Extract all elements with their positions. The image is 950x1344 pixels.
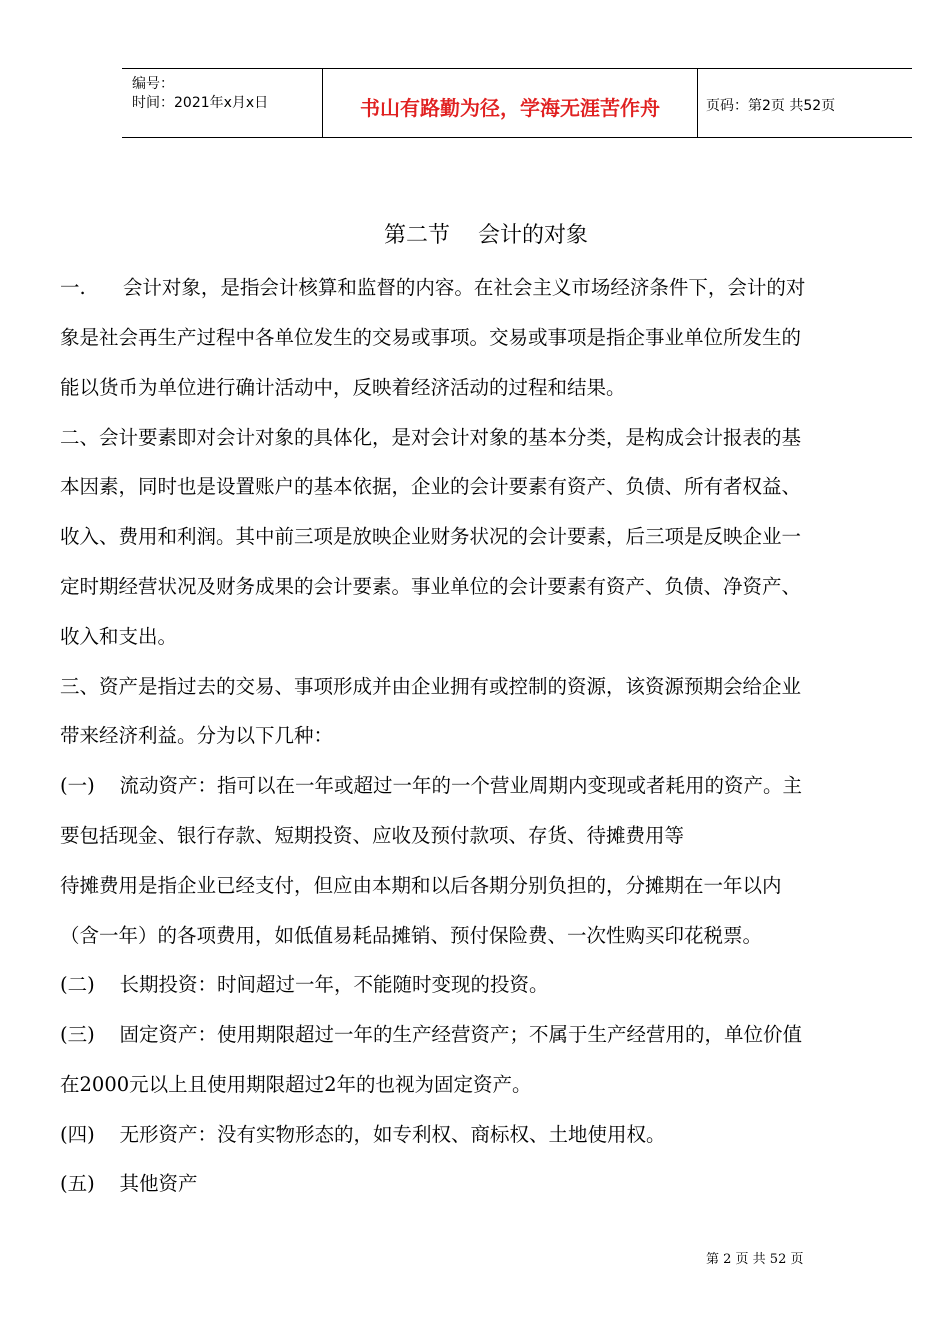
text-line: 在2000元以上且使用期限超过2年的也视为固定资产。 [60,1073,532,1096]
text-line: 本因素，同时也是设置账户的基本依据，企业的会计要素有资产、负债、所有者权益、 [60,475,802,498]
text-line: 定时期经营状况及财务成果的会计要素。事业单位的会计要素有资产、负债、净资产、 [60,575,802,598]
text-line: 带来经济利益。分为以下几种： [60,724,334,747]
text-line: (三) 固定资产：使用期限超过一年的生产经营资产；不属于生产经营用的，单位价值 [60,1023,803,1046]
section-title: 第二节 会计的对象 [384,223,588,248]
text-line: 收入、费用和利润。其中前三项是放映企业财务状况的会计要素，后三项是反映企业一 [60,525,802,548]
page-info-label: 页码：第2页 共52页 [706,98,836,114]
text-line: （含一年）的各项费用，如低值易耗品摊销、预付保险费、一次性购买印花税票。 [60,924,763,947]
text-line: 收入和支出。 [60,625,178,648]
text-line: 能以货币为单位进行确计活动中，反映着经济活动的过程和结果。 [60,376,626,399]
header-page-cell [698,69,912,137]
text-line: 象是社会再生产过程中各单位发生的交易或事项。交易或事项是指企事业单位所发生的 [60,326,802,349]
page-header [122,68,912,138]
text-line: (二) 长期投资：时间超过一年，不能随时变现的投资。 [60,973,549,996]
header-info-cell [122,69,323,137]
text-line: 二、会计要素即对会计对象的具体化，是对会计对象的基本分类，是构成会计报表的基 [60,426,802,449]
motto-text: 书山有路勤为径，学海无涯苦作舟 [360,96,660,120]
text-line: 一. 会计对象，是指会计核算和监督的内容。在社会主义市场经济条件下，会计的对 [60,276,806,299]
text-line: (一) 流动资产：指可以在一年或超过一年的一个营业周期内变现或者耗用的资产。主 [60,774,803,797]
text-line: 待摊费用是指企业已经支付，但应由本期和以后各期分别负担的，分摊期在一年以内 [60,874,782,897]
text-line: 要包括现金、银行存款、短期投资、应收及预付款项、存货、待摊费用等 [60,824,685,847]
text-line: 三、资产是指过去的交易、事项形成并由企业拥有或控制的资源，该资源预期会给企业 [60,675,802,698]
page-footer: 第 2 页 共 52 页 [706,1252,804,1267]
header-motto-cell [323,69,698,137]
document-number-label: 编号： [132,76,174,92]
text-line: (四) 无形资产：没有实物形态的，如专利权、商标权、土地使用权。 [60,1123,666,1146]
document-time-label: 时间：2021年x月x日 [132,95,269,111]
text-line: (五) 其他资产 [60,1172,198,1195]
